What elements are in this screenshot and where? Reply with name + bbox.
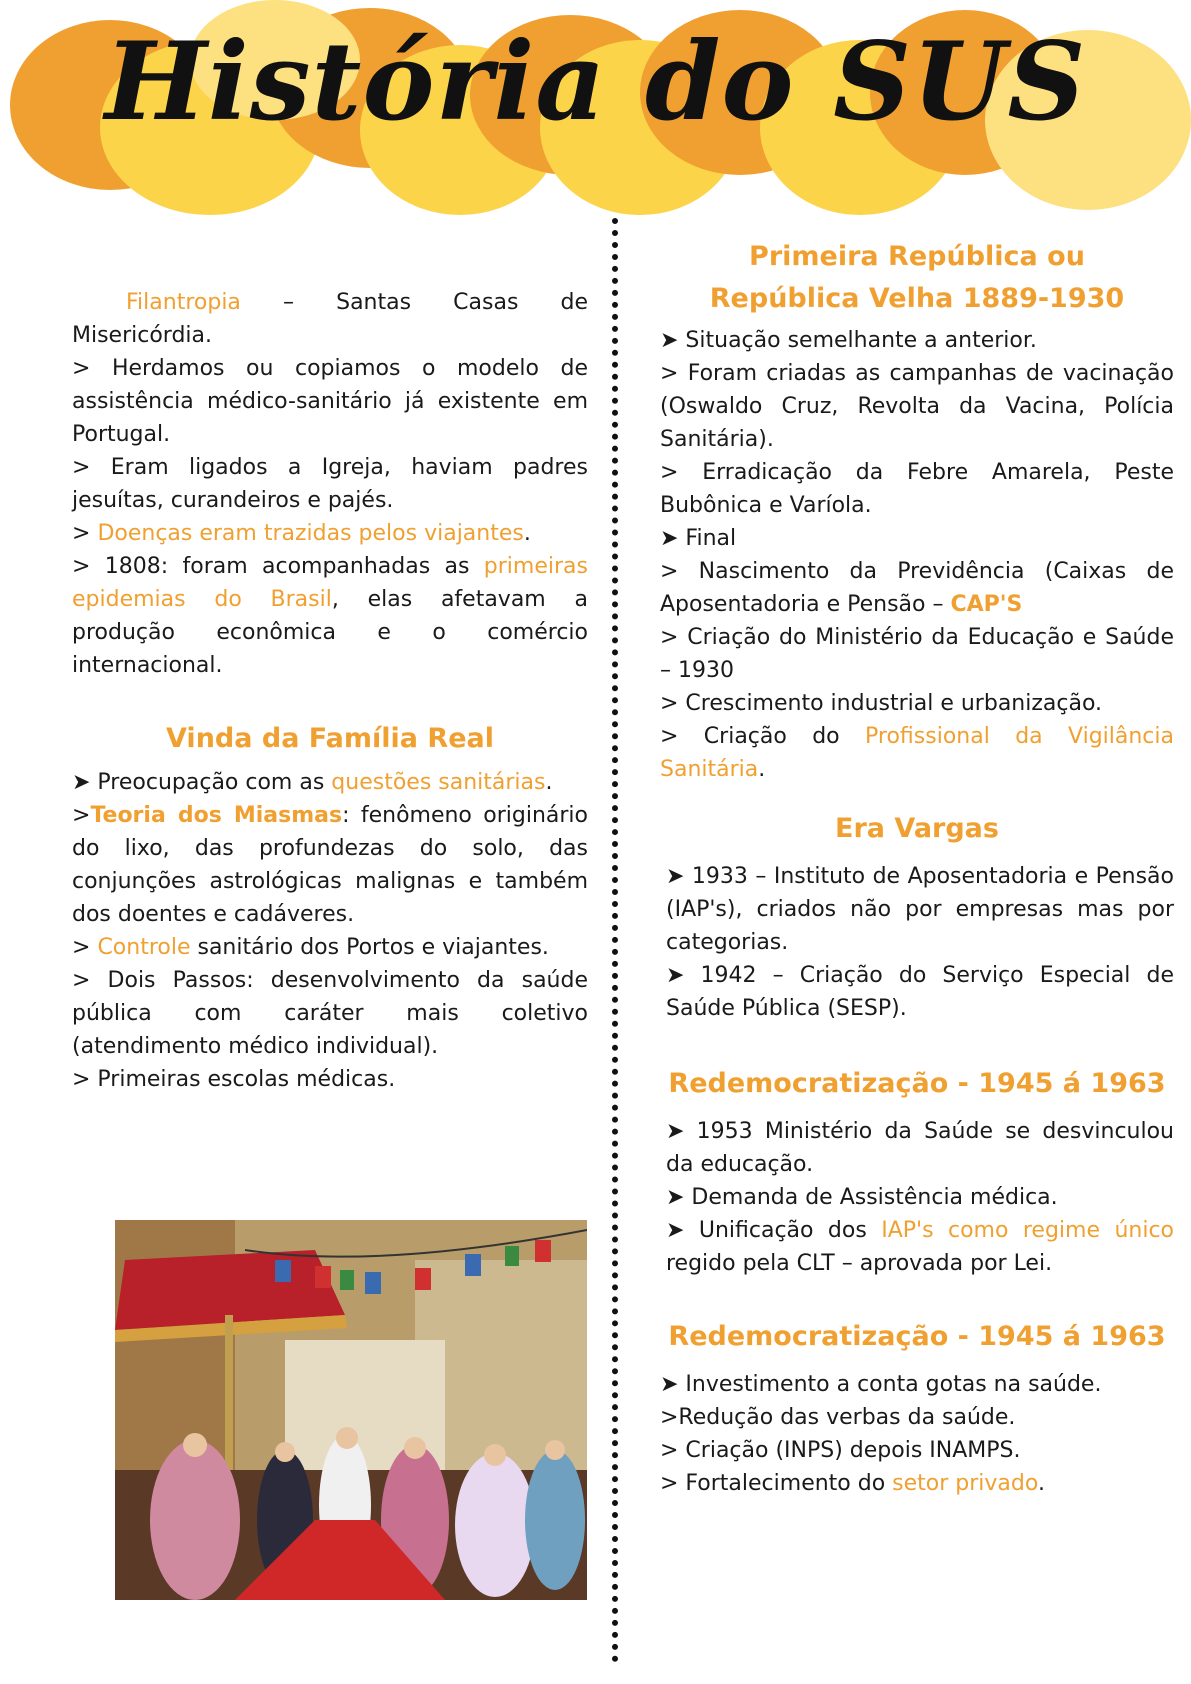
redemo2-paragraph bbox=[660, 1467, 1174, 1500]
vinda-paragraph: > Primeiras escolas médicas. bbox=[72, 1067, 396, 1092]
painting-illustration bbox=[115, 1220, 587, 1600]
section-heading-vinda: Vinda da Família Real bbox=[166, 723, 494, 754]
redemo1-paragraph: ➤ 1953 Ministério da Saúde se desvinculou da educação. bbox=[666, 1119, 1174, 1177]
text: > bbox=[72, 521, 98, 546]
republica-paragraph: > Foram criadas as campanhas de vacinação (Oswaldo Cruz, Revolta da Vacina, Polícia Sanitária). bbox=[660, 361, 1174, 452]
text: . bbox=[545, 770, 553, 795]
vinda-paragraph bbox=[72, 799, 588, 931]
republica-paragraph: > Crescimento industrial e urbanização. bbox=[660, 691, 1103, 716]
highlight-text: Controle bbox=[97, 935, 191, 960]
text: > bbox=[72, 803, 91, 828]
text: > Fortalecimento do bbox=[660, 1471, 893, 1496]
text: > 1808: foram acompanhadas as bbox=[72, 554, 484, 579]
highlight-text: Teoria dos Miasmas bbox=[90, 803, 343, 828]
right-column bbox=[660, 236, 1174, 1500]
column-divider bbox=[612, 218, 618, 1663]
redemo1-paragraph bbox=[660, 1214, 1174, 1280]
vinda-paragraph bbox=[72, 766, 588, 799]
intro-paragraph bbox=[72, 550, 588, 682]
section-heading-republica: Primeira República ou República Velha 1889-1930 bbox=[709, 241, 1125, 314]
text: . bbox=[523, 521, 531, 546]
redemo2-paragraph: > Criação (INPS) depois INAMPS. bbox=[660, 1438, 1021, 1463]
intro-paragraph bbox=[72, 517, 588, 550]
text: , elas afetavam a produção econômica e o comércio internacional. bbox=[72, 587, 588, 678]
republica-paragraph: ➤ Final bbox=[660, 526, 737, 551]
text: ➤ Preocupação com as bbox=[72, 770, 332, 795]
highlight-text: Filantropia bbox=[126, 290, 241, 315]
highlight-text: IAP's como regime único bbox=[881, 1218, 1174, 1243]
text: > Criação do bbox=[660, 724, 866, 749]
vargas-paragraph: ➤ 1942 – Criação do Serviço Especial de Saúde Pública (SESP). bbox=[666, 963, 1174, 1021]
text: > bbox=[72, 935, 98, 960]
text: . bbox=[758, 757, 766, 782]
highlight-text: CAP'S bbox=[950, 592, 1023, 617]
republica-paragraph bbox=[660, 555, 1174, 621]
redemo1-paragraph: ➤ Demanda de Assistência médica. bbox=[666, 1185, 1058, 1210]
republica-paragraph: ➤ Situação semelhante a anterior. bbox=[660, 328, 1037, 353]
vinda-paragraph: > Dois Passos: desenvolvimento da saúde pública com caráter mais coletivo (atendimento médico individual). bbox=[72, 968, 588, 1059]
text: – Santas Casas de Misericórdia. bbox=[72, 290, 588, 348]
highlight-text: setor privado bbox=[892, 1471, 1038, 1496]
text: sanitário dos Portos e viajantes. bbox=[190, 935, 549, 960]
text: : fenômeno originário do lixo, das profundezas do solo, das conjunções astrológicas malignas e também dos doentes e cadáveres. bbox=[72, 803, 588, 927]
left-column bbox=[72, 286, 588, 1096]
section-heading-vargas: Era Vargas bbox=[835, 813, 999, 844]
highlight-text: Doenças eram trazidas pelos viajantes bbox=[97, 521, 524, 546]
intro-paragraph: > Eram ligados a Igreja, haviam padres jesuítas, curandeiros e pajés. bbox=[72, 455, 588, 513]
text: ➤ Unificação dos bbox=[666, 1218, 882, 1243]
highlight-text: questões sanitárias bbox=[331, 770, 546, 795]
section-heading-redemocratizacao-1: Redemocratização - 1945 á 1963 bbox=[668, 1068, 1166, 1099]
page-title: História do SUS bbox=[104, 19, 1087, 145]
highlight-text: Profissional da Vigilância Sanitária bbox=[660, 724, 1175, 782]
section-heading-redemocratizacao-2: Redemocratização - 1945 á 1963 bbox=[668, 1321, 1166, 1352]
intro-paragraph: > Herdamos ou copiamos o modelo de assistência médico-sanitário já existente em Portugal. bbox=[72, 356, 588, 447]
text: > Nascimento da Previdência (Caixas de Aposentadoria e Pensão – bbox=[660, 559, 1174, 617]
redemo2-paragraph: ➤ Investimento a conta gotas na saúde. bbox=[660, 1372, 1102, 1397]
vinda-paragraph bbox=[72, 931, 588, 964]
painting-svg bbox=[115, 1220, 587, 1600]
text: regido pela CLT – aprovada por Lei. bbox=[666, 1251, 1053, 1276]
intro-paragraph bbox=[72, 286, 588, 352]
republica-paragraph: > Criação do Ministério da Educação e Saúde – 1930 bbox=[660, 625, 1174, 683]
text: . bbox=[1037, 1471, 1045, 1496]
republica-paragraph: > Erradicação da Febre Amarela, Peste Bubônica e Varíola. bbox=[660, 460, 1174, 518]
vargas-paragraph: ➤ 1933 – Instituto de Aposentadoria e Pensão (IAP's), criados não por empresas mas por categorias. bbox=[666, 864, 1174, 955]
redemo2-paragraph: >Redução das verbas da saúde. bbox=[660, 1405, 1016, 1430]
republica-paragraph bbox=[660, 720, 1174, 786]
highlight-text: primeiras epidemias do Brasil bbox=[72, 554, 588, 612]
